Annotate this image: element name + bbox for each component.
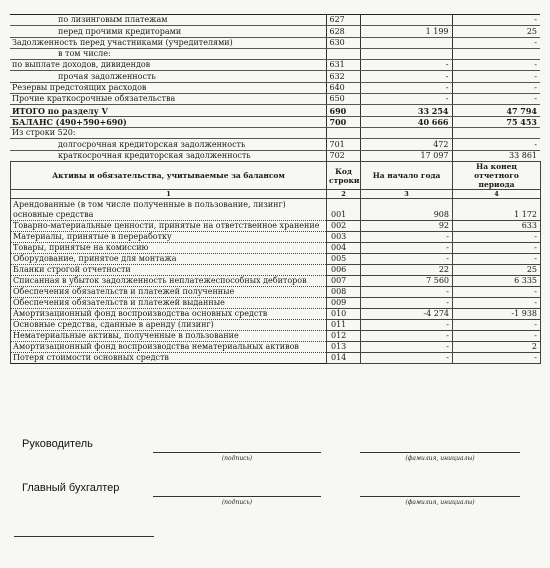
liability-row: [10, 82, 540, 93]
liability-name: Прочие краткосрочные обязательства: [10, 94, 326, 105]
liabilities-table-body: [10, 15, 540, 162]
liability-code: [326, 127, 360, 138]
liability-end-value: -: [452, 15, 540, 26]
offbalance-code: 014: [327, 353, 361, 364]
liability-end-value: -: [452, 82, 540, 93]
footer-rule: [14, 536, 154, 537]
offbalance-row: [11, 221, 541, 232]
liability-end-value: 47 794: [452, 105, 540, 116]
liability-name: ИТОГО по разделу V: [10, 105, 326, 116]
offbalance-start-value: -4 274: [361, 309, 453, 320]
offbalance-row: [11, 309, 541, 320]
offbalance-end-value: 6 335: [453, 276, 541, 287]
offbalance-header-row: [11, 162, 541, 190]
liability-code: 690: [326, 105, 360, 116]
liability-start-value: [360, 15, 452, 26]
accountant-name-hint: (фамилия, инициалы): [405, 499, 475, 506]
offbalance-start-value: -: [361, 298, 453, 309]
liability-name: БАЛАНС (490+590+690): [10, 116, 326, 127]
offbalance-start-value: -: [361, 243, 453, 254]
offbalance-end-value: -: [453, 320, 541, 331]
offbalance-code: 005: [327, 254, 361, 265]
liability-start-value: -: [360, 60, 452, 71]
liabilities-table: [10, 14, 540, 162]
head-signature-line: [153, 452, 321, 453]
liability-code: 627: [326, 15, 360, 26]
head-name-line: [360, 452, 520, 453]
offbalance-code: 009: [327, 298, 361, 309]
liability-name: Задолженность перед участниками (учредителями): [10, 37, 326, 48]
liability-name: прочая задолженность: [10, 71, 326, 82]
header-end: На конец отчетного периода: [453, 162, 541, 190]
liability-row: [10, 139, 540, 150]
liability-start-value: -: [360, 94, 452, 105]
liability-row: [10, 15, 540, 26]
offbalance-code: 001: [327, 199, 361, 221]
liability-name: долгосрочная кредиторская задолженность: [10, 139, 326, 150]
head-label: Руководитель: [22, 438, 93, 450]
header-code: Код строки: [327, 162, 361, 190]
col-number-3: 3: [361, 190, 453, 199]
offbalance-name: Бланки строгой отчетности: [11, 265, 327, 276]
offbalance-row: [11, 287, 541, 298]
offbalance-end-value: -: [453, 254, 541, 265]
offbalance-code: 003: [327, 232, 361, 243]
offbalance-row: [11, 320, 541, 331]
liability-row: [10, 116, 540, 127]
offbalance-row: [11, 232, 541, 243]
offbalance-end-value: 2: [453, 342, 541, 353]
liability-code: 701: [326, 139, 360, 150]
offbalance-code: 008: [327, 287, 361, 298]
liability-name: по выплате доходов, дивидендов: [10, 60, 326, 71]
liability-row: [10, 127, 540, 138]
accountant-label: Главный бухгалтер: [22, 482, 120, 494]
liability-start-value: 33 254: [360, 105, 452, 116]
liability-end-value: -: [452, 71, 540, 82]
offbalance-end-value: -: [453, 287, 541, 298]
liability-start-value: -: [360, 71, 452, 82]
offbalance-end-value: -: [453, 232, 541, 243]
liability-code: 630: [326, 37, 360, 48]
liability-end-value: -: [452, 37, 540, 48]
liability-start-value: 1 199: [360, 26, 452, 37]
offbalance-row: [11, 199, 541, 221]
col-number-4: 4: [453, 190, 541, 199]
offbalance-name: Списанная в убыток задолженность неплатежеспособных дебиторов: [11, 276, 327, 287]
liability-end-value: [452, 127, 540, 138]
offbalance-code: 007: [327, 276, 361, 287]
liability-row: [10, 26, 540, 37]
offbalance-name: Товарно-материальные ценности, принятые на ответственное хранение: [11, 221, 327, 232]
liability-end-value: -: [452, 94, 540, 105]
liability-start-value: 40 666: [360, 116, 452, 127]
offbalance-code: 006: [327, 265, 361, 276]
liability-code: 632: [326, 71, 360, 82]
offbalance-code: 011: [327, 320, 361, 331]
liability-row: [10, 150, 540, 161]
offbalance-name: Нематериальные активы, полученные в пользование: [11, 331, 327, 342]
liability-code: 631: [326, 60, 360, 71]
offbalance-end-value: 633: [453, 221, 541, 232]
head-signature-hint: (подпись): [221, 455, 253, 462]
offbalance-name: Материалы, принятые в переработку: [11, 232, 327, 243]
offbalance-start-value: 908: [361, 199, 453, 221]
header-start: На начало года: [361, 162, 453, 190]
liability-code: 700: [326, 116, 360, 127]
offbalance-end-value: 1 172: [453, 199, 541, 221]
offbalance-start-value: -: [361, 254, 453, 265]
accountant-signature-line: [153, 496, 321, 497]
offbalance-table: [10, 161, 541, 364]
offbalance-row: [11, 331, 541, 342]
liability-end-value: 33 861: [452, 150, 540, 161]
offbalance-code: 013: [327, 342, 361, 353]
liability-code: 640: [326, 82, 360, 93]
offbalance-code: 010: [327, 309, 361, 320]
offbalance-end-value: 25: [453, 265, 541, 276]
offbalance-code: 004: [327, 243, 361, 254]
liability-code: 628: [326, 26, 360, 37]
liability-code: 702: [326, 150, 360, 161]
liability-start-value: 472: [360, 139, 452, 150]
offbalance-name: Оборудование, принятое для монтажа: [11, 254, 327, 265]
offbalance-name: Обеспечения обязательств и платежей выданные: [11, 298, 327, 309]
liability-code: 650: [326, 94, 360, 105]
offbalance-name: Амортизационный фонд воспроизводства нематериальных активов: [11, 342, 327, 353]
liability-end-value: 75 453: [452, 116, 540, 127]
liability-row: [10, 37, 540, 48]
offbalance-row: [11, 265, 541, 276]
offbalance-start-value: 22: [361, 265, 453, 276]
col-number-1: 1: [11, 190, 327, 199]
liability-end-value: -: [452, 60, 540, 71]
offbalance-name: Основные средства, сданные в аренду (лизинг): [11, 320, 327, 331]
offbalance-code: 012: [327, 331, 361, 342]
liability-row: [10, 94, 540, 105]
offbalance-name: Товары, принятые на комиссию: [11, 243, 327, 254]
liability-row: [10, 60, 540, 71]
offbalance-name: Потеря стоимости основных средств: [11, 353, 327, 364]
offbalance-end-value: -: [453, 353, 541, 364]
liability-name: по лизинговым платежам: [10, 15, 326, 26]
offbalance-start-value: -: [361, 331, 453, 342]
col-number-2: 2: [327, 190, 361, 199]
liability-name: Из строки 520:: [10, 127, 326, 138]
offbalance-start-value: -: [361, 232, 453, 243]
offbalance-start-value: -: [361, 320, 453, 331]
offbalance-start-value: 92: [361, 221, 453, 232]
offbalance-end-value: -: [453, 331, 541, 342]
liability-end-value: [452, 48, 540, 59]
liability-start-value: [360, 37, 452, 48]
liability-row: [10, 71, 540, 82]
liability-row: [10, 105, 540, 116]
accountant-name-line: [360, 496, 520, 497]
liability-start-value: [360, 127, 452, 138]
offbalance-name: Обеспечения обязательств и платежей полученные: [11, 287, 327, 298]
liability-start-value: -: [360, 82, 452, 93]
liability-end-value: -: [452, 139, 540, 150]
liability-name: краткосрочная кредиторская задолженность: [10, 150, 326, 161]
offbalance-row: [11, 254, 541, 265]
offbalance-row: [11, 276, 541, 287]
liability-name: в том числе:: [10, 48, 326, 59]
offbalance-name: Арендованные (в том числе полученные в пользование, лизинг) основные средства: [11, 199, 327, 221]
offbalance-row: [11, 342, 541, 353]
offbalance-table-body: [11, 199, 541, 364]
liability-start-value: [360, 48, 452, 59]
offbalance-end-value: -: [453, 298, 541, 309]
head-name-hint: (фамилия, инициалы): [405, 455, 475, 462]
offbalance-name: Амортизационный фонд воспроизводства основных средств: [11, 309, 327, 320]
liability-name: перед прочими кредиторами: [10, 26, 326, 37]
offbalance-start-value: -: [361, 287, 453, 298]
accountant-signature-hint: (подпись): [221, 499, 253, 506]
header-name: Активы и обязательства, учитываемые за балансом: [11, 162, 327, 190]
liability-code: [326, 48, 360, 59]
offbalance-column-numbers: [11, 190, 541, 199]
liability-row: [10, 48, 540, 59]
offbalance-end-value: -: [453, 243, 541, 254]
liability-start-value: 17 097: [360, 150, 452, 161]
offbalance-row: [11, 353, 541, 364]
offbalance-start-value: -: [361, 342, 453, 353]
offbalance-row: [11, 243, 541, 254]
liability-end-value: 25: [452, 26, 540, 37]
offbalance-start-value: -: [361, 353, 453, 364]
offbalance-code: 002: [327, 221, 361, 232]
liability-name: Резервы предстоящих расходов: [10, 82, 326, 93]
offbalance-start-value: 7 560: [361, 276, 453, 287]
offbalance-row: [11, 298, 541, 309]
offbalance-end-value: -1 938: [453, 309, 541, 320]
